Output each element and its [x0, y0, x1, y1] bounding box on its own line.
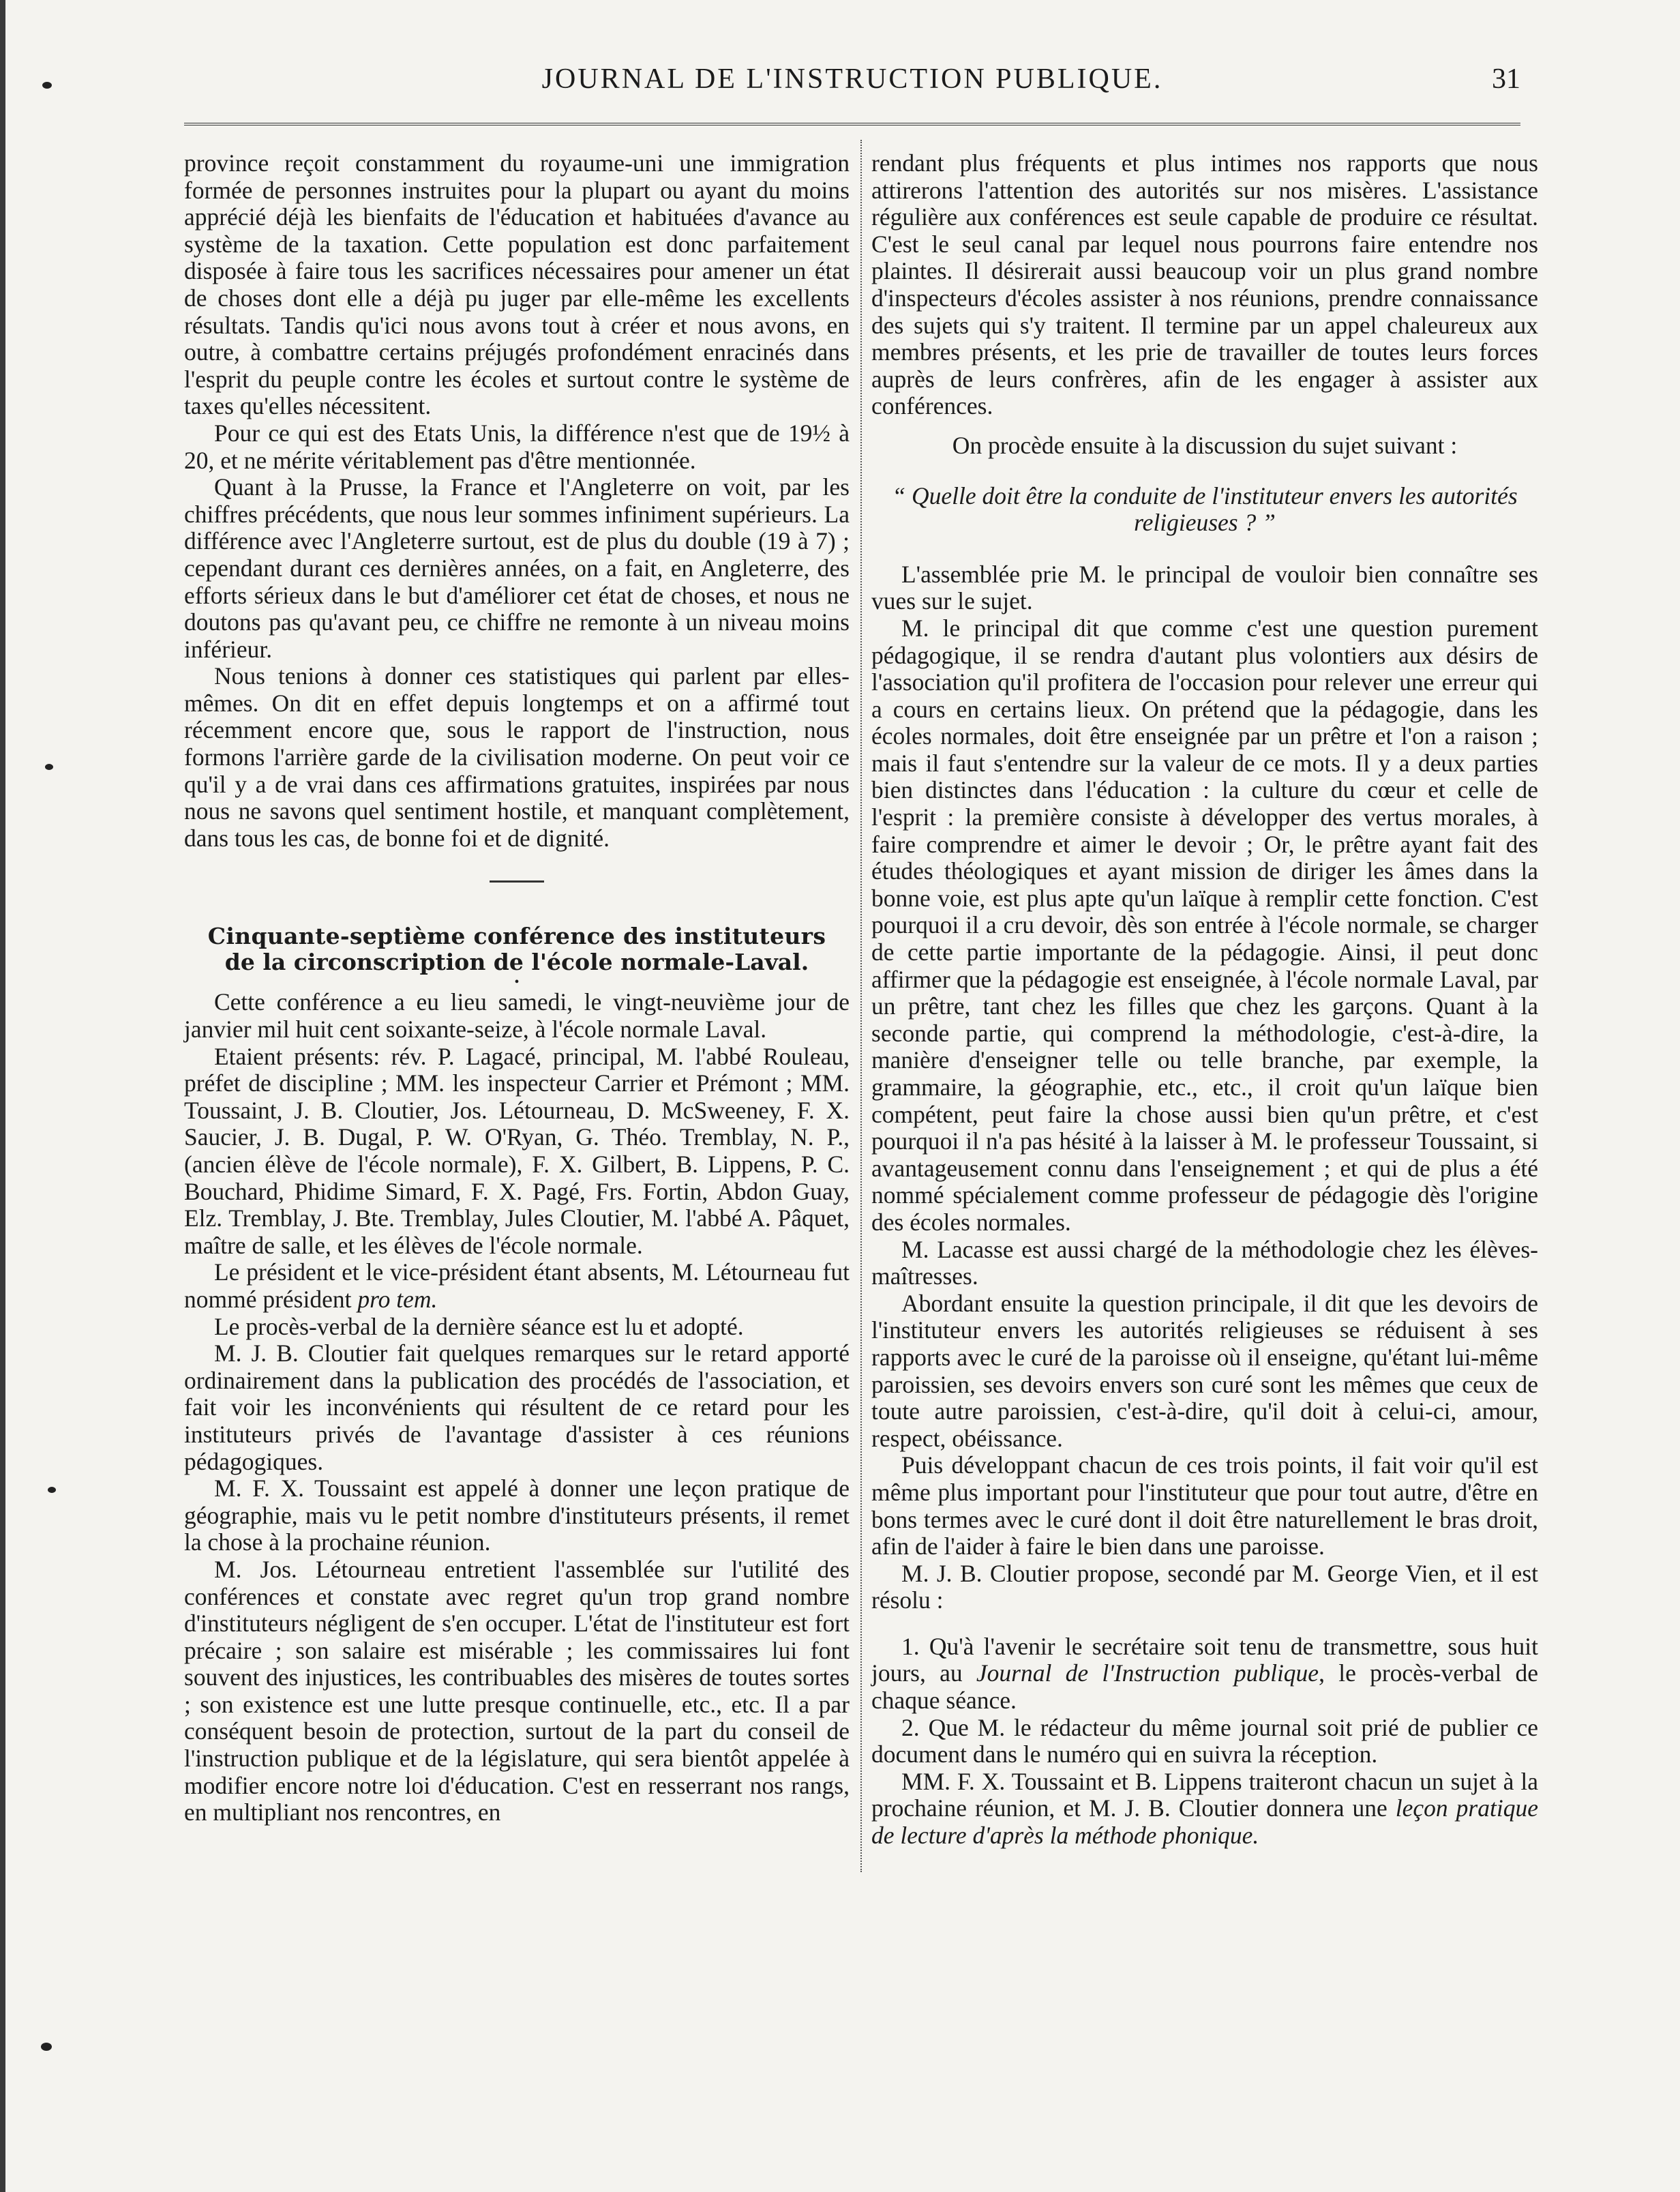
paragraph: 2. Que M. le rédacteur du même journal soit prié de publier ce document dans le numéro qui en suivra la réception. — [871, 1713, 1538, 1768]
paragraph — [184, 1259, 850, 1313]
paragraph: Puis développant chacun de ces trois points, il fait voir qu'il est même plus important pour l'instituteur que pour tout autre, d'être en bons termes avec le curé dont il doit être naturellement le bras droit, afin de l'aider à faire le bien dans une paroisse. — [871, 1451, 1538, 1560]
paragraph: M. le principal dit que comme c'est une question purement pédagogique, il se rendra d'autant plus volontiers aux désirs de l'association qu'il profitera de l'occasion pour relever une erreur qui a cours en certains lieux. On prétend que la pédagogie, dans les écoles normales, doit être enseignée par un prêtre et l'on a raison ; mais il faut s'entendre sur la valeur de ce mots. Il y a deux parties bien distinctes dans l'éducation : la culture du cœur et celle de l'esprit : la première consiste à développer des vertus morales, à faire comprendre et aimer le devoir ; Or, le prêtre ayant fait des études théologiques et ayant mission de diriger les âmes dans la bonne voie, est plus apte qu'un laïque à remplir cette fonction. C'est pourquoi il a cru devoir, dès son entrée à l'école normale, se charger de cette partie importante de la pédagogie. Ainsi, il peut donc affirmer que la pédagogie est enseignée, à l'école normale Laval, par un prêtre, tant chez les filles que chez les garçons. Quant à la seconde partie, qui comprend la méthodologie, c'est-à-dire, la manière d'enseigner telle ou telle branche, par exemple, la grammaire, la géographie, etc., etc., il croit qu'un laïque bien compétent, peut faire la chose aussi bien qu'un prêtre, et c'est pourquoi il n'a pas hésité à la laisser à M. le professeur Toussaint, si avantageusement connu dans l'enseignement ; et qui de plus a été nommé spécialement comme professeur de pédagogie dès l'origine des écoles normales. — [871, 614, 1538, 1236]
paragraph: Le procès-verbal de la dernière séance est lu et adopté. — [214, 1312, 744, 1340]
right-column — [871, 150, 1538, 1850]
paragraph: M. Lacasse est aussi chargé de la méthodologie chez les élèves-maîtresses. — [871, 1235, 1538, 1290]
text-run: , le procès-verbal de chaque séance. — [871, 1659, 1538, 1715]
journal-title: JOURNAL DE L'INSTRUCTION PUBLIQUE. — [541, 63, 1163, 95]
paragraph: On procède ensuite à la discussion du sujet suivant : — [952, 431, 1458, 459]
ink-speck — [41, 2043, 52, 2051]
paragraph: M. Jos. Létourneau entretient l'assemblée sur l'utilité des conférences et constate avec regret qu'un trop grand nombre d'instituteurs négligent de s'en occuper. L'état de l'instituteur est fort précaire ; son salaire est misérable ; les commissaires lui font souvent des injustices, les contribuables des misères de toutes sortes ; son existence est une lutte presque continuelle, etc., etc. Il a par conséquent besoin de protection, surtout de la part du conseil de l'instruction publique et de la législature, qui sera bientôt appelée à modifier encore notre loi d'éducation. C'est en resserrant nos rangs, en multipliant nos rencontres, en — [184, 1555, 850, 1826]
ink-speck — [48, 1487, 56, 1493]
column-divider — [860, 140, 862, 1872]
page-binding-edge — [0, 0, 5, 2192]
paragraph: rendant plus fréquents et plus intimes nos rapports que nous attirerons l'attention des autorités sur nos misères. L'assistance régulière aux conférences est seule capable de produire ce résultat. C'est le seul canal par lequel nous pourrons faire entendre nos plaintes. Il désirerait aussi beaucoup voir un plus grand nombre d'inspecteurs d'écoles assister à nos réunions, prendre connaissance des sujets qui s'y traitent. Il termine par un appel chaleureux aux membres présents, et les prie de travailler de toutes leurs forces auprès de leurs confrères, afin de les engager à assister aux conférences. — [871, 149, 1538, 420]
italic-text: Journal de l'Instruction publique — [976, 1659, 1319, 1687]
ink-speck — [42, 82, 52, 89]
bullet-ornament: • — [514, 975, 520, 990]
text-run: 1. Qu'à l'avenir le secrétaire soit tenu de transmettre, sous huit jours, au — [871, 1632, 1538, 1687]
text-run: Le président et le vice-président étant absents, M. Létourneau fut nommé président — [184, 1258, 850, 1313]
paragraph — [871, 1768, 1538, 1850]
paragraph: Pour ce qui est des Etats Unis, la différence n'est que de 19½ à 20, et ne mérite véritablement pas d'être mentionnée. — [184, 419, 850, 474]
paragraph: M. J. B. Cloutier propose, secondé par M. George Vien, et il est résolu : — [871, 1559, 1538, 1614]
article-headline: Cinquante-septième conférence des instituteurs — [207, 923, 826, 950]
italic-text: pro tem. — [357, 1285, 438, 1313]
paragraph: Cette conférence a eu lieu samedi, le vingt-neuvième jour de janvier mil huit cent soixante-seize, à l'école normale Laval. — [184, 988, 850, 1043]
discussion-question: “ Quelle doit être la conduite de l'instituteur envers les autorités religieuses ? ” — [892, 482, 1518, 537]
text-run: MM. F. X. Toussaint et B. Lippens traiteront chacun un sujet à la prochaine réunion, et M. J. B. Cloutier donnera une — [871, 1767, 1538, 1822]
page-number: 31 — [1492, 63, 1520, 95]
ink-speck — [45, 764, 53, 770]
spacer — [871, 1614, 1538, 1633]
header-rule — [184, 123, 1520, 125]
italic-text: leçon pratique de lecture d'après la méthode phonique. — [871, 1794, 1538, 1850]
paragraph: Abordant ensuite la question principale, il dit que les devoirs de l'instituteur envers les autorités religieuses se réduisent à ses rapports avec le curé de la paroisse où il enseigne, qu'étant lui-même paroissien, ses devoirs envers son curé sont les mêmes que ceux de toute autre paroissien, c'est-à-dire, qu'il doit à celui-ci, amour, respect, obéissance. — [871, 1289, 1538, 1452]
paragraph: L'assemblée prie M. le principal de vouloir bien connaître ses vues sur le sujet. — [871, 560, 1538, 615]
paragraph: M. F. X. Toussaint est appelé à donner une leçon pratique de géographie, mais vu le petit nombre d'instituteurs présents, il remet la chose à la prochaine réunion. — [184, 1475, 850, 1556]
section-divider — [490, 880, 544, 883]
paragraph: Etaient présents: rév. P. Lagacé, principal, M. l'abbé Rouleau, préfet de discipline ; MM. les inspecteur Carrier et Prémont ; MM. Toussaint, J. B. Cloutier, Jos. Létourneau, D. McSweeney, F. X. Saucier, J. B. Dugal, P. W. O'Ryan, G. Théo. Tremblay, N. P., (ancien élève de l'école normale), F. X. Gilbert, B. Lippens, P. C. Bouchard, Phidime Simard, F. X. Pagé, Frs. Fortin, Abdon Guay, Elz. Tremblay, J. Bte. Tremblay, Jules Cloutier, M. l'abbé A. Pâquet, maître de salle, et les élèves de l'école normale. — [184, 1042, 850, 1259]
paragraph: Nous tenions à donner ces statistiques qui parlent par elles-mêmes. On dit en effet depuis longtemps et on a affirmé tout récemment encore que, sous le rapport de l'instruction, nous formons l'arrière garde de la civilisation moderne. On peut voir ce qu'il y a de vrai dans ces affirmations gratuites, inspirées par nous nous ne savons quel sentiment hostile, et manquant complètement, dans tous les cas, de bonne foi et de dignité. — [184, 662, 850, 852]
article-headline-subline: de la circonscription de l'école normale-Laval. — [224, 949, 809, 976]
paragraph — [871, 1633, 1538, 1715]
left-column — [184, 150, 850, 1826]
paragraph: M. J. B. Cloutier fait quelques remarques sur le retard apporté ordinairement dans la publication des procédés de l'association, et fait voir les inconvénients qui résultent de ce retard pour les instituteurs privés de l'avantage d'assister à ces réunions pédagogiques. — [184, 1339, 850, 1475]
paragraph: province reçoit constamment du royaume-uni une immigration formée de personnes instruites pour la plupart ou ayant du moins apprécié déjà les bienfaits de l'éducation et habituées d'avance au système de la taxation. Cette population est donc parfaitement disposée à faire tous les sacrifices nécessaires pour amener un état de choses dont elle a déjà pu juger par elle-même les excellents résultats. Tandis qu'ici nous avons tout à créer et nous avons, en outre, à combattre certains préjugés profondément enracinés dans l'esprit du peuple contre les écoles et surtout contre le système de taxes qu'elles nécessitent. — [184, 149, 850, 420]
paragraph: Quant à la Prusse, la France et l'Angleterre on voit, par les chiffres précédents, que nous leur sommes infiniment supérieurs. La différence avec l'Angleterre surtout, est de plus du double (19 à 7) ; cependant durant ces dernières années, on a fait, en Angleterre, des efforts sérieux dans le but d'améliorer cet état de choses, et nous ne doutons pas qu'avant peu, ce chiffre ne remonte à un niveau moins inférieur. — [184, 473, 850, 663]
page-header — [184, 63, 1520, 110]
